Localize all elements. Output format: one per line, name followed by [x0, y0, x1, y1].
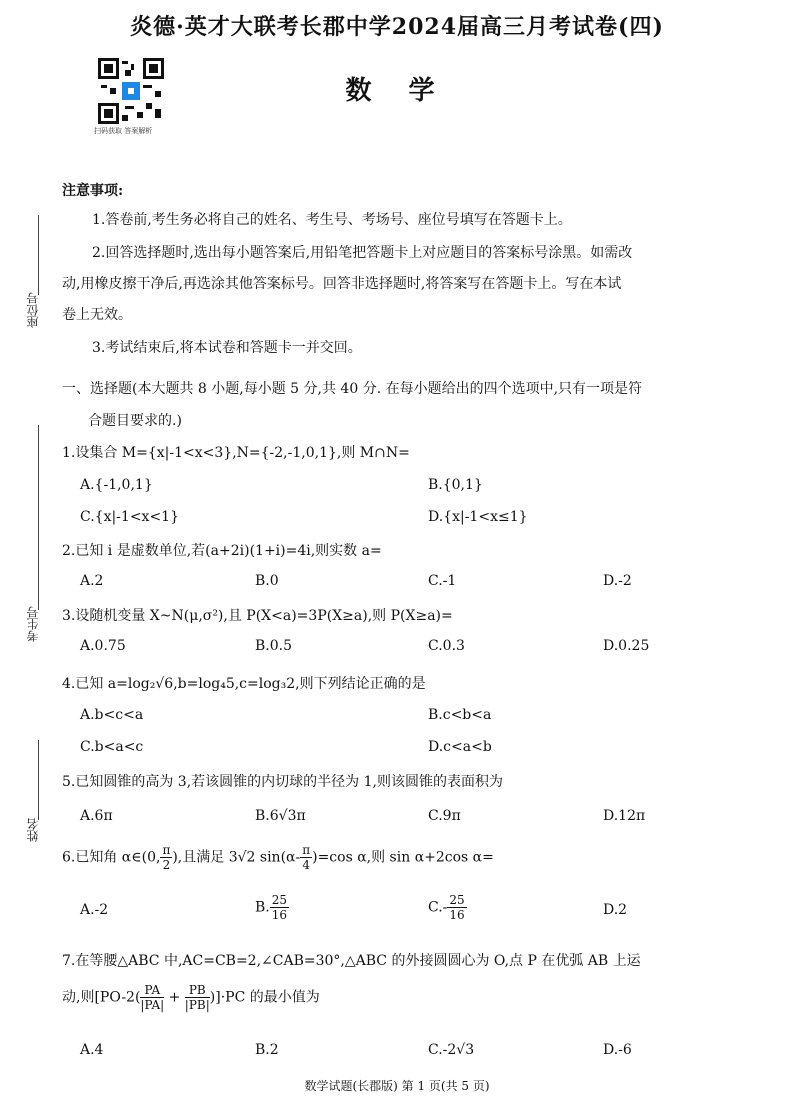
- option-a: A.-2: [80, 902, 109, 918]
- name-label: 姓名: [26, 818, 40, 842]
- numerator: π: [162, 843, 171, 857]
- question-stem: 3.设随机变量 X~N(μ,σ²),且 P(X<a)=3P(X≥a),则 P(X≥a)=: [62, 608, 453, 624]
- name-line: [38, 740, 39, 820]
- option-d: D.0.25: [603, 638, 650, 654]
- question-stem: 1.设集合 M={x|-1<x<3},N={-2,-1,0,1},则 M∩N=: [62, 445, 410, 461]
- section-heading: 一、选择题(本大题共 8 小题,每小题 5 分,共 40 分. 在每小题给出的四个选项中,只有一项是符: [62, 381, 643, 397]
- qr-caption: 扫码获取 答案解析: [94, 127, 153, 135]
- stem-part: )]·PC 的最小值为: [209, 989, 320, 1006]
- option-a: A.6π: [80, 808, 113, 824]
- option-d: D.-2: [603, 573, 632, 589]
- option-c: C.b<a<c: [80, 739, 144, 755]
- option-a: A.b<c<a: [80, 707, 144, 723]
- fraction: [300, 843, 312, 872]
- denominator: 16: [449, 908, 465, 922]
- numerator: π: [302, 843, 311, 857]
- denominator: 16: [271, 908, 288, 922]
- numerator: 25: [449, 893, 465, 907]
- subject-title: 数 学: [345, 76, 449, 106]
- option-c: C.0.3: [428, 638, 465, 654]
- fraction: [140, 983, 164, 1012]
- fraction: [447, 893, 466, 922]
- option-c: C.{x|-1<x<1}: [80, 509, 179, 525]
- denominator: 2: [162, 858, 171, 872]
- option-b: B.0.5: [255, 638, 293, 654]
- option-d: D.-6: [603, 1042, 632, 1058]
- denominator: 4: [302, 858, 310, 872]
- fraction: [270, 893, 289, 922]
- option-b: B.0: [255, 573, 279, 589]
- fraction: [160, 843, 172, 872]
- question-stem-cont: 动,则[PO-2( $\frac{PA}{|PA|}$ + $\frac{PB}{|PB|}$ )]·PC 的最小值为: [62, 983, 320, 1012]
- option-b: B.2: [255, 1042, 279, 1058]
- question-stem: [62, 843, 494, 872]
- qr-code-icon: [98, 58, 164, 124]
- option-d: D.c<a<b: [428, 739, 492, 755]
- option-b: B.c<b<a: [428, 707, 492, 723]
- option-c: C.-2√3: [428, 1042, 475, 1058]
- notice-item: 1.答卷前,考生务必将自己的姓名、考生号、考场号、座位号填写在答题卡上。: [92, 212, 572, 228]
- question-stem: 2.已知 i 是虚数单位,若(a+2i)(1+i)=4i,则实数 a=: [62, 543, 382, 559]
- option-b: [255, 893, 289, 922]
- notice-item-cont: 动,用橡皮擦干净后,再选涂其他答案标号。回答非选择题时,将答案写在答题卡上。写在本试: [62, 276, 622, 292]
- exam-title: 炎德·英才大联考长郡中学2024届高三月考试卷(四): [130, 14, 664, 40]
- option-c: [428, 893, 467, 922]
- option-c: C.9π: [428, 808, 461, 824]
- numerator: PA: [140, 983, 164, 998]
- notice-item-cont: 卷上无效。: [62, 307, 132, 323]
- option-prefix: B.: [255, 899, 270, 916]
- denominator: |PB|: [184, 998, 210, 1012]
- option-d: D.12π: [603, 808, 646, 824]
- stem-part: 6.已知角 α∈(0,: [62, 849, 161, 866]
- stem-part: )=cos α,则 sin α+2cos α=: [312, 849, 494, 866]
- stem-part: 动,则[PO-2(: [62, 989, 141, 1006]
- notice-item: 3.考试结束后,将本试卷和答题卡一并交回。: [92, 340, 362, 356]
- numerator: 25: [271, 893, 288, 907]
- option-a: A.{-1,0,1}: [80, 477, 153, 493]
- option-d: D.2: [603, 902, 628, 918]
- option-b: B.{0,1}: [428, 477, 483, 493]
- page-footer: 数学试题(长郡版) 第 1 页(共 5 页): [304, 1079, 490, 1093]
- stem-part: ),且满足 3√2 sin(α-: [172, 849, 301, 866]
- option-a: A.2: [80, 573, 104, 589]
- question-stem: 5.已知圆锥的高为 3,若该圆锥的内切球的半径为 1,则该圆锥的表面积为: [62, 774, 503, 790]
- denominator: |PA|: [140, 998, 165, 1012]
- seat-line: [38, 215, 39, 295]
- section-heading-cont: 合题目要求的.): [88, 413, 182, 429]
- option-prefix: C.-: [428, 899, 448, 916]
- option-b: B.6√3π: [255, 808, 306, 824]
- notice-item: 2.回答选择题时,选出每小题答案后,用铅笔把答题卡上对应题目的答案标号涂黑。如需改: [92, 245, 633, 261]
- option-a: A.4: [80, 1042, 104, 1058]
- question-stem: 7.在等腰△ABC 中,AC=CB=2,∠CAB=30°,△ABC 的外接圆圆心为 O,点 P 在优弧 AB 上运: [62, 953, 641, 969]
- option-c: C.-1: [428, 573, 457, 589]
- fraction: [185, 983, 210, 1012]
- exam-no-label: 考生号: [26, 606, 40, 642]
- exam-no-line: [38, 425, 39, 610]
- notice-heading: 注意事项:: [62, 183, 124, 199]
- option-d: D.{x|-1<x≤1}: [428, 509, 528, 525]
- numerator: PB: [185, 983, 210, 998]
- option-a: A.0.75: [80, 638, 126, 654]
- question-stem: 4.已知 a=log₂√6,b=log₄5,c=log₃2,则下列结论正确的是: [62, 676, 426, 692]
- seat-label: 座位号: [26, 292, 40, 328]
